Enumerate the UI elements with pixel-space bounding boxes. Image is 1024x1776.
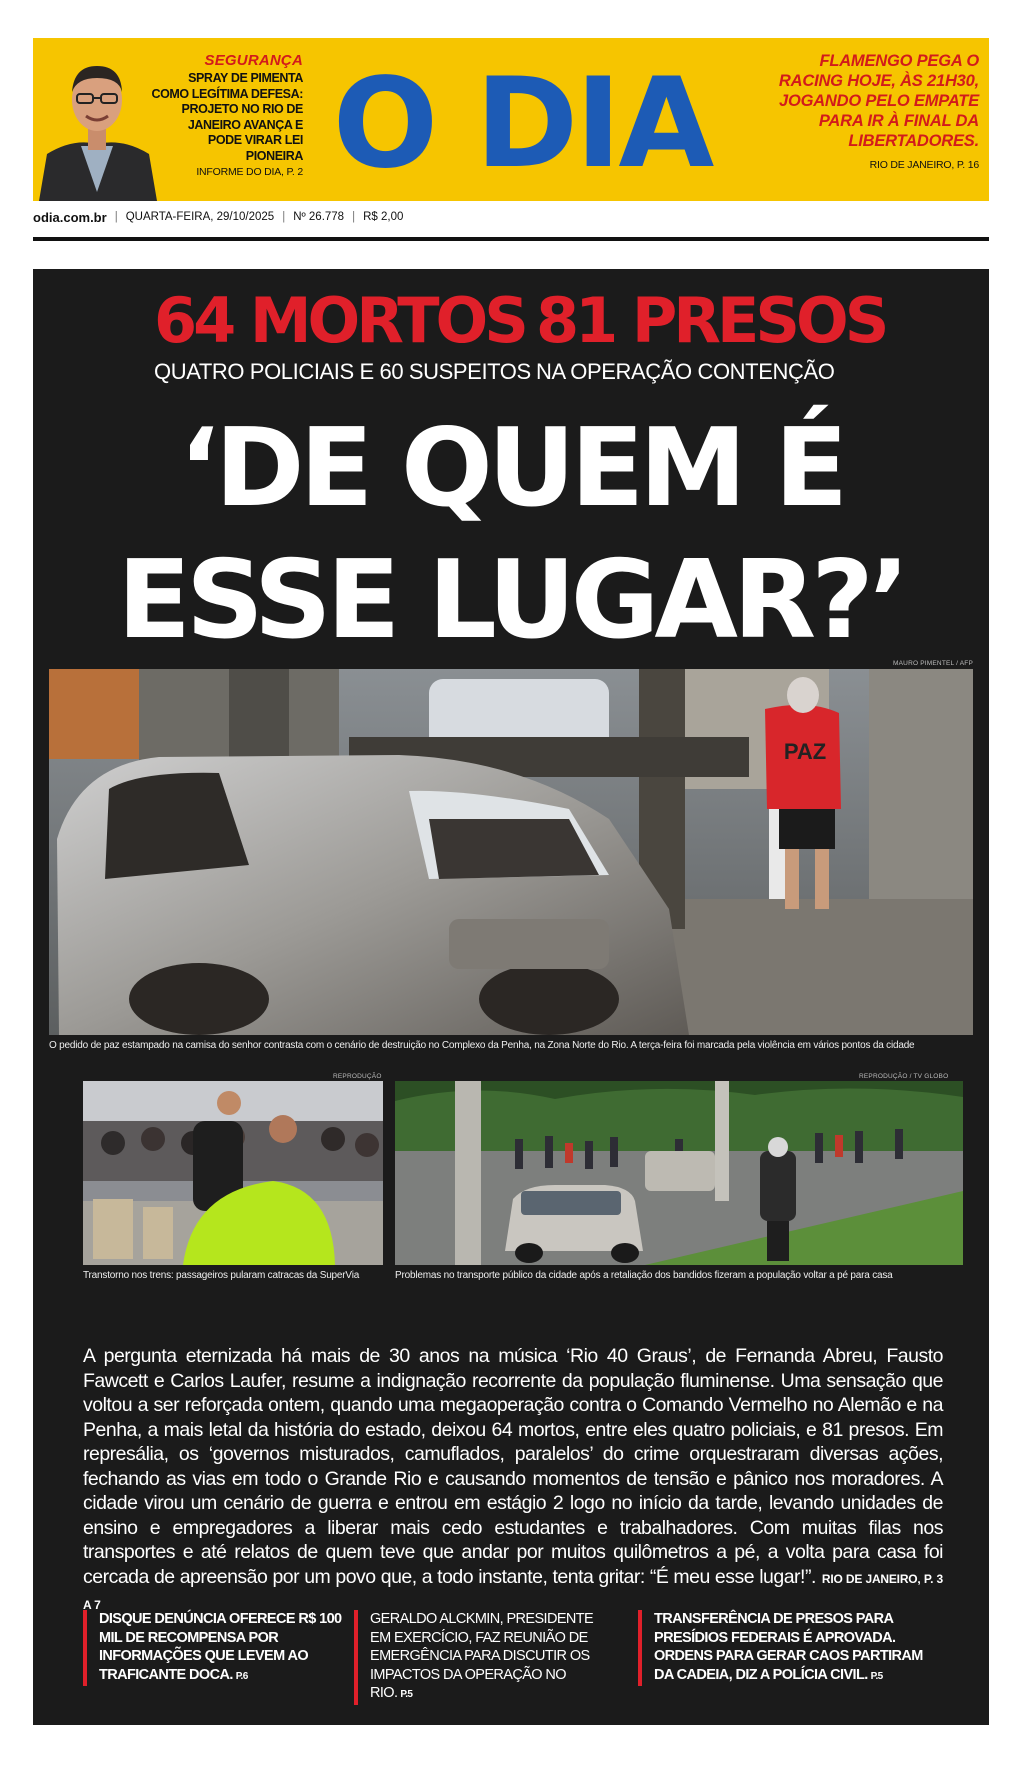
stat-arrests-detail: NA OPERAÇÃO CONTENÇÃO	[536, 359, 835, 384]
masthead	[33, 38, 989, 201]
stat-arrests	[536, 283, 885, 385]
masthead-rule	[33, 237, 989, 241]
lead-story	[33, 269, 989, 1725]
newspaper-logo[interactable]	[285, 54, 759, 184]
teaser-alckmin-text: GERALDO ALCKMIN, PRESIDENTE EM EXERCÍCIO, FAZ REUNIÃO DE EMERGÊNCIA PARA DISCUTIR OS IMPACTOS DA OPERAÇÃO NO RIO.	[370, 1611, 594, 1701]
edition-price: R$ 2,00	[363, 211, 404, 223]
right-teaser-ref: RIO DE JANEIRO, P. 16	[869, 159, 979, 171]
teaser-alckmin[interactable]	[354, 1610, 600, 1705]
dateline-separator: |	[282, 211, 286, 223]
teaser-reward-page: P.6	[235, 1670, 248, 1682]
lead-story-page-ref[interactable]: RIO DE JANEIRO, P. 3 A 7	[83, 1571, 943, 1612]
teaser-prisoner-transfer[interactable]	[638, 1610, 934, 1686]
teaser-alckmin-page: P.5	[400, 1689, 413, 1700]
lead-story-text: A pergunta eternizada há mais de 30 anos na música ‘Rio 40 Graus’, de Fernanda Abreu, Fausto Fawcett e Carlos Laufer, resume a indignação recorrente da população fluminense. Uma sensação que voltou a ser reforçada ontem, quando uma megaoperação contra o Comando Vermelho no Alemão e na Penha, a mais letal da história do estado, deixou 64 mortos, entre eles quatro policiais, e 81 presos. Em represália, os ‘governos misturados, camuflados, paralelos’ do crime orquestraram diversas ações, fechando as vias em todo o Grande Rio e causando momentos de tensão e pânico nos moradores. A cidade virou um cenário de guerra e entrou em estágio 2 logo no início da tarde, levando unidades de ensino e empregadores a liberar mais cedo estudantes e trabalhadores. Com muitas filas nos transportes e até relatos de quem teve que andar por muitos quilômetros a pé, a volta para casa foi cercada de apreensão por um povo que, a todo instante, tenta gritar: “É meu esse lugar!”.	[83, 1345, 943, 1588]
headline-line-2: ESSE LUGAR?’	[117, 538, 905, 663]
stat-deaths-detail: QUATRO POLICIAIS E 60 SUSPEITOS	[154, 359, 531, 384]
stat-deaths	[154, 283, 531, 385]
dateline	[33, 206, 989, 228]
teaser-transfer-page: P.5	[870, 1670, 883, 1682]
right-teaser[interactable]	[753, 51, 979, 171]
right-photo-caption: Problemas no transporte público da cidade após a retaliação dos bandidos fizeram a população voltar a pé para casa	[395, 1270, 893, 1281]
teaser-reward-text: DISQUE DENÚNCIA OFERECE R$ 100 MIL DE RECOMPENSA POR INFORMAÇÕES QUE LEVEM AO TRAFICANTE DOCA.	[99, 1611, 342, 1683]
left-teaser[interactable]	[151, 52, 303, 178]
edition-date: QUARTA-FEIRA, 29/10/2025	[125, 211, 275, 223]
columnist-portrait	[33, 42, 161, 201]
edition-number: Nº 26.778	[293, 211, 345, 223]
right-teaser-text: FLAMENGO PEGA O RACING HOJE, ÀS 21H30, JOGANDO PELO EMPATE PARA IR À FINAL DA LIBERTADORES.	[778, 52, 979, 150]
left-photo-caption: Transtorno nos trens: passageiros pularam catracas da SuperVia	[83, 1270, 360, 1281]
teaser-reward[interactable]	[83, 1610, 346, 1686]
left-teaser-ref: INFORME DO DIA, P. 2	[196, 166, 303, 178]
dateline-separator: |	[352, 211, 356, 223]
main-photo[interactable]	[49, 669, 973, 1035]
left-photo-credit: REPRODUÇÃO	[333, 1073, 382, 1080]
dateline-separator: |	[114, 211, 118, 223]
main-headline[interactable]	[33, 403, 989, 667]
street-walkers-photo[interactable]	[395, 1081, 963, 1265]
left-teaser-text: SPRAY DE PIMENTA COMO LEGÍTIMA DEFESA: PROJETO NO RIO DE JANEIRO AVANÇA E PODE VIRAR LEI PIONEIRA	[151, 71, 303, 163]
teaser-transfer-text: TRANSFERÊNCIA DE PRESOS PARA PRESÍDIOS FEDERAIS É APROVADA. ORDENS PARA GERAR CAOS PARTIRAM DA CADEIA, DIZ A POLÍCIA CIVIL.	[654, 1611, 923, 1683]
left-teaser-section: SEGURANÇA	[204, 52, 303, 69]
right-photo-credit: REPRODUÇÃO / TV GLOBO	[859, 1073, 949, 1080]
main-photo-credit: MAURO PIMENTEL / AFP	[893, 660, 973, 667]
main-photo-caption: O pedido de paz estampado na camisa do senhor contrasta com o cenário de destruição no Complexo da Penha, na Zona Norte do Rio. A terça-feira foi marcada pela violência em vários pontos da cidade	[49, 1040, 915, 1051]
site-url[interactable]: odia.com.br	[33, 209, 107, 225]
train-station-photo[interactable]	[83, 1081, 383, 1265]
stat-arrests-number: 81 PRESOS	[536, 284, 886, 357]
stat-deaths-number: 64 MORTOS	[154, 284, 525, 357]
headline-line-1: ‘DE QUEM É	[178, 406, 844, 531]
lead-story-body	[83, 1344, 943, 1618]
shirt-text: PAZ	[783, 739, 827, 764]
logo-text: O DIA	[332, 54, 712, 184]
